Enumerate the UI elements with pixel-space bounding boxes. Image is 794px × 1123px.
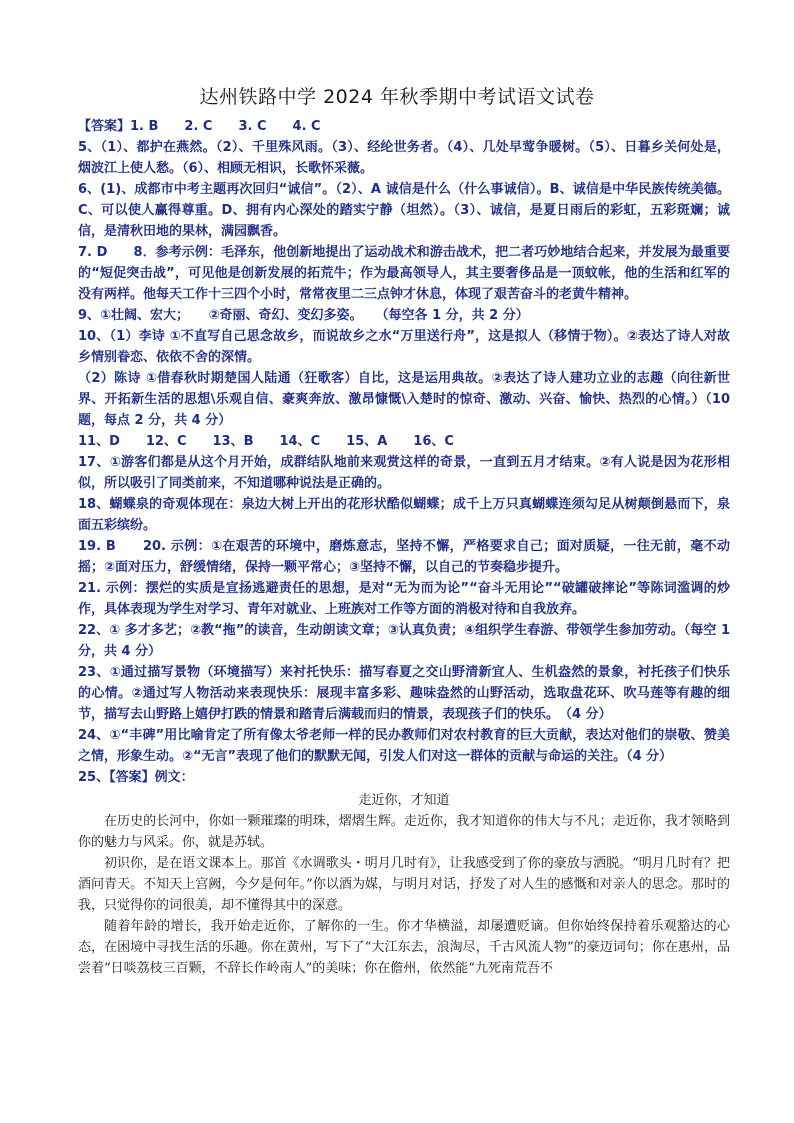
- answer-line-17: 17、①游客们都是从这个月开始，成群结队地前来观赏这样的奇景，一直到五月才结束。②有人说是因为花形相似，所以吸引了同类前来，不知道哪种说法是正确的。: [78, 455, 730, 491]
- answer-line-18: 18、蝴蝶泉的奇观体现在：泉边大树上开出的花形状酷似蝴蝶；成千上万只真蝴蝶连须勾足从树颠倒悬而下，泉面五彩缤纷。: [78, 497, 730, 533]
- answer-line-1-4: 【答案】1. B 2. C 3. C 4. C: [78, 119, 321, 134]
- answer-line-5: 5、（1）、都护在燕然。（2）、千里殊风雨。（3）、经纶世务者。（4）、几处早莺争暖树。（5）、日暮乡关何处是，烟波江上使人愁。（6）、相顾无相识，长歌怀采薇。: [78, 140, 730, 176]
- answer-line-22: 22、① 多才多艺；②教“拖”的读音，生动朗读文章；③认真负责；④组织学生春游、带领学生参加劳动。（每空 1 分，共 4 分）: [78, 623, 730, 659]
- answer-line-11-16: 11、D 12、C 13、B 14、C 15、A 16、C: [78, 434, 454, 449]
- answer-line-7-8: 7. D 8．参考示例：毛泽东，他创新地提出了运动战术和游击战术，把二者巧妙地结合起来，并发展为最重要的“短促突击战”，可见他是创新发展的拓荒牛；作为最高领导人，其主要奢侈品是一顶蚊帐，他的生活和红军的没有两样。他每天工作十三四个小时，常常夜里二三点钟才休息，体现了艰苦奋斗的老黄牛精神。: [78, 245, 730, 302]
- page-title: 达州铁路中学 2024 年秋季期中考试语文试卷: [199, 86, 595, 108]
- answer-line-10-1: 10、（1）李诗 ①不直写自己思念故乡，而说故乡之水“万里送行舟”，这是拟人（移情于物）。②表达了诗人对故乡情别眷恋、依依不舍的深情。: [78, 329, 730, 365]
- essay-paragraph: 在历史的长河中，你如一颗璀璨的明珠，熠熠生辉。走近你，我才知道你的伟大与不凡；走近你，我才领略到你的魅力与风采。你，就是苏轼。: [78, 814, 730, 850]
- answer-line-19-20: 19. B 20. 示例：①在艰苦的环境中，磨炼意志，坚持不懈，严格要求自己；面对质疑，一往无前，毫不动摇；②面对压力，舒缓情绪，保持一颗平常心；③坚持不懈，以自己的节奏稳步提升。: [78, 539, 730, 575]
- answer-line-21: 21. 示例：摆烂的实质是宣扬逃避责任的思想，是对“无为而为论”“奋斗无用论”“破罐破摔论”等陈词滥调的炒作，具体表现为学生对学习、青年对就业、上班族对工作等方面的消极对待和自我放弃。: [78, 581, 730, 617]
- answer-line-9: 9、①壮阔、宏大； ②奇丽、奇幻、变幻多姿。 （每空各 1 分，共 2 分）: [78, 308, 529, 323]
- answer-line-10-2: （2）陈诗 ①借春秋时期楚国人陆通（狂歌客）自比，这是运用典故。②表达了诗人建功立业的志趣（向往新世界、开拓新生活的思想\乐观自信、豪爽奔放、激昂慷慨\入楚时的惊奇、激动、兴奋、愉快、热烈的心情。）（10 题，每点 2 分，共 4 分）: [78, 371, 730, 428]
- answer-line-23: 23、①通过描写景物（环境描写）来衬托快乐：描写春夏之交山野清新宜人、生机盎然的景象，衬托孩子们快乐的心情。②通过写人物活动来表现快乐：展现丰富多彩、趣味盎然的山野活动，选取盘花环、吹马莲等有趣的细节，描写去山野路上嬉伊打跌的情景和踏青后满载而归的情景，表现孩子们的快乐。 （4 分）: [78, 665, 730, 722]
- essay-paragraph: 随着年龄的增长，我开始走近你，了解你的一生。你才华横溢，却屡遭贬谪。但你始终保持着乐观豁达的心态，在困境中寻找生活的乐趣。你在黄州，写下了“大江东去，浪淘尽，千古风流人物”的豪迈词句；你在惠州，品尝着“日啖荔枝三百颗，不辞长作岭南人”的美味；你在儋州，依然能“九死南荒吾不: [78, 919, 730, 976]
- essay-title: 走近你，才知道: [358, 793, 450, 808]
- answer-line-24: 24、①“丰碑”用比喻肯定了所有像太爷老师一样的民办教师们对农村教育的巨大贡献，表达对他们的崇敬、赞美之情，形象生动。②“无言”表现了他们的默默无闻，引发人们对这一群体的贡献与命运的关注。（4 分）: [78, 728, 730, 764]
- answer-line-6: 6、(1)、成都市中考主题再次回归“诚信”。（2）、A 诚信是什么（什么事诚信）。B、诚信是中华民族传统美德。C、可以使人赢得尊重。D、拥有内心深处的踏实宁静（坦然）。（3）、诚信，是夏日雨后的彩虹，五彩斑斓；诚信，是清秋田地的果林，满园飘香。: [78, 182, 730, 239]
- essay-paragraph: 初识你，是在语文课本上。那首《水调歌头・明月几时有》，让我感受到了你的豪放与洒脱。“明月几时有？把酒问青天。不知天上宫阙，今夕是何年。”你以酒为媒，与明月对话，抒发了对人生的感慨和对亲人的思念。那时的我，只觉得你的词很美，却不懂得其中的深意。: [78, 856, 730, 913]
- answer-line-25: 25、【答案】例文：: [78, 770, 194, 785]
- answer-content: [78, 116, 730, 979]
